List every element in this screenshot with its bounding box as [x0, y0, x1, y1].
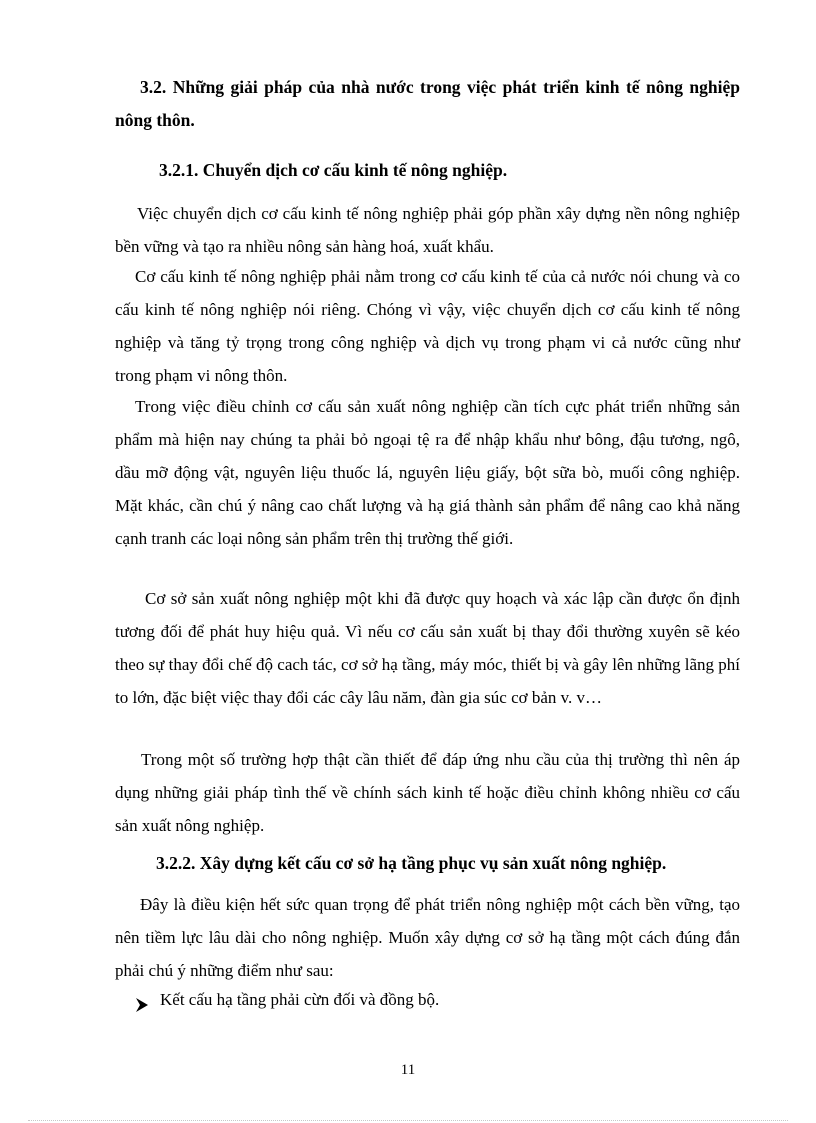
bullet-text: Kết cấu hạ tầng phải cừn đối và đồng bộ.: [160, 990, 440, 1009]
arrowhead-bullet-icon: [136, 993, 148, 1007]
section-heading-3-2: 3.2. Những giải pháp của nhà nước trong việc phát triển kinh tế nông nghiệp nông thôn.: [115, 77, 740, 130]
paragraph-4: Cơ sở sản xuất nông nghiệp một khi đã được quy hoạch và xác lập cần được ổn định tương đối để phát huy hiệu quả. Vì nếu cơ cấu sản xuất bị thay đổi thường xuyên sẽ kéo theo sự thay đổi chế độ cach tác, cơ sở hạ tầng, máy móc, thiết bị và gây lên những lãng phí to lớn, đặc biệt việc thay đổi các cây lâu năm, đàn gia súc cơ bản v. v…: [115, 589, 740, 707]
paragraph-6: Đây là điều kiện hết sức quan trọng để phát triển nông nghiệp một cách bền vững, tạo nên tiềm lực lâu dài cho nông nghiệp. Muốn xây dựng cơ sở hạ tầng một cách đúng đắn phải chú ý những điểm như sau:: [115, 895, 740, 980]
paragraph-5: Trong một số trường hợp thật cần thiết để đáp ứng nhu cầu của thị trường thì nên áp dụng những giải pháp tình thế về chính sách kinh tế hoặc điều chỉnh không nhiều cơ cấu sản xuất nông nghiệp.: [115, 750, 740, 835]
paragraph-2: Cơ cấu kinh tế nông nghiệp phải nằm trong cơ cấu kinh tế của cả nước nói chung và co cấu kinh tế nông nghiệp nói riêng. Chóng vì vậy, việc chuyển dịch cơ cấu kinh tế nông nghiệp và tăng tỷ trọng trong công nghiệp và dịch vụ trong phạm vi cả nước cũng như trong phạm vi nông thôn.: [115, 267, 740, 385]
page-bottom-divider: [28, 1120, 788, 1121]
section-heading-3-2-2: 3.2.2. Xây dựng kết cấu cơ sở hạ tầng phục vụ sản xuất nông nghiệp.: [156, 853, 667, 873]
page-number: 11: [400, 1062, 416, 1078]
section-heading-3-2-1: 3.2.1. Chuyển dịch cơ cấu kinh tế nông nghiệp.: [159, 160, 508, 180]
bullet-list-item: [136, 986, 439, 1014]
paragraph-3: Trong việc điều chỉnh cơ cấu sản xuất nông nghiệp cần tích cực phát triển những sản phẩm mà hiện nay chúng ta phải bỏ ngoại tệ ra để nhập khẩu như bông, đậu tương, ngô, dầu mỡ động vật, nguyên liệu thuốc lá, nguyên liệu giấy, bột sữa bò, muối công nghiệp. Mặt khác, cần chú ý nâng cao chất lượng và hạ giá thành sản phẩm để nâng cao khả năng cạnh tranh các loại nông sản phẩm trên thị trường thế giới.: [115, 397, 740, 548]
paragraph-1: Việc chuyển dịch cơ cấu kinh tế nông nghiệp phải góp phần xây dựng nền nông nghiệp bền vững và tạo ra nhiều nông sản hàng hoá, xuất khẩu.: [115, 204, 740, 256]
